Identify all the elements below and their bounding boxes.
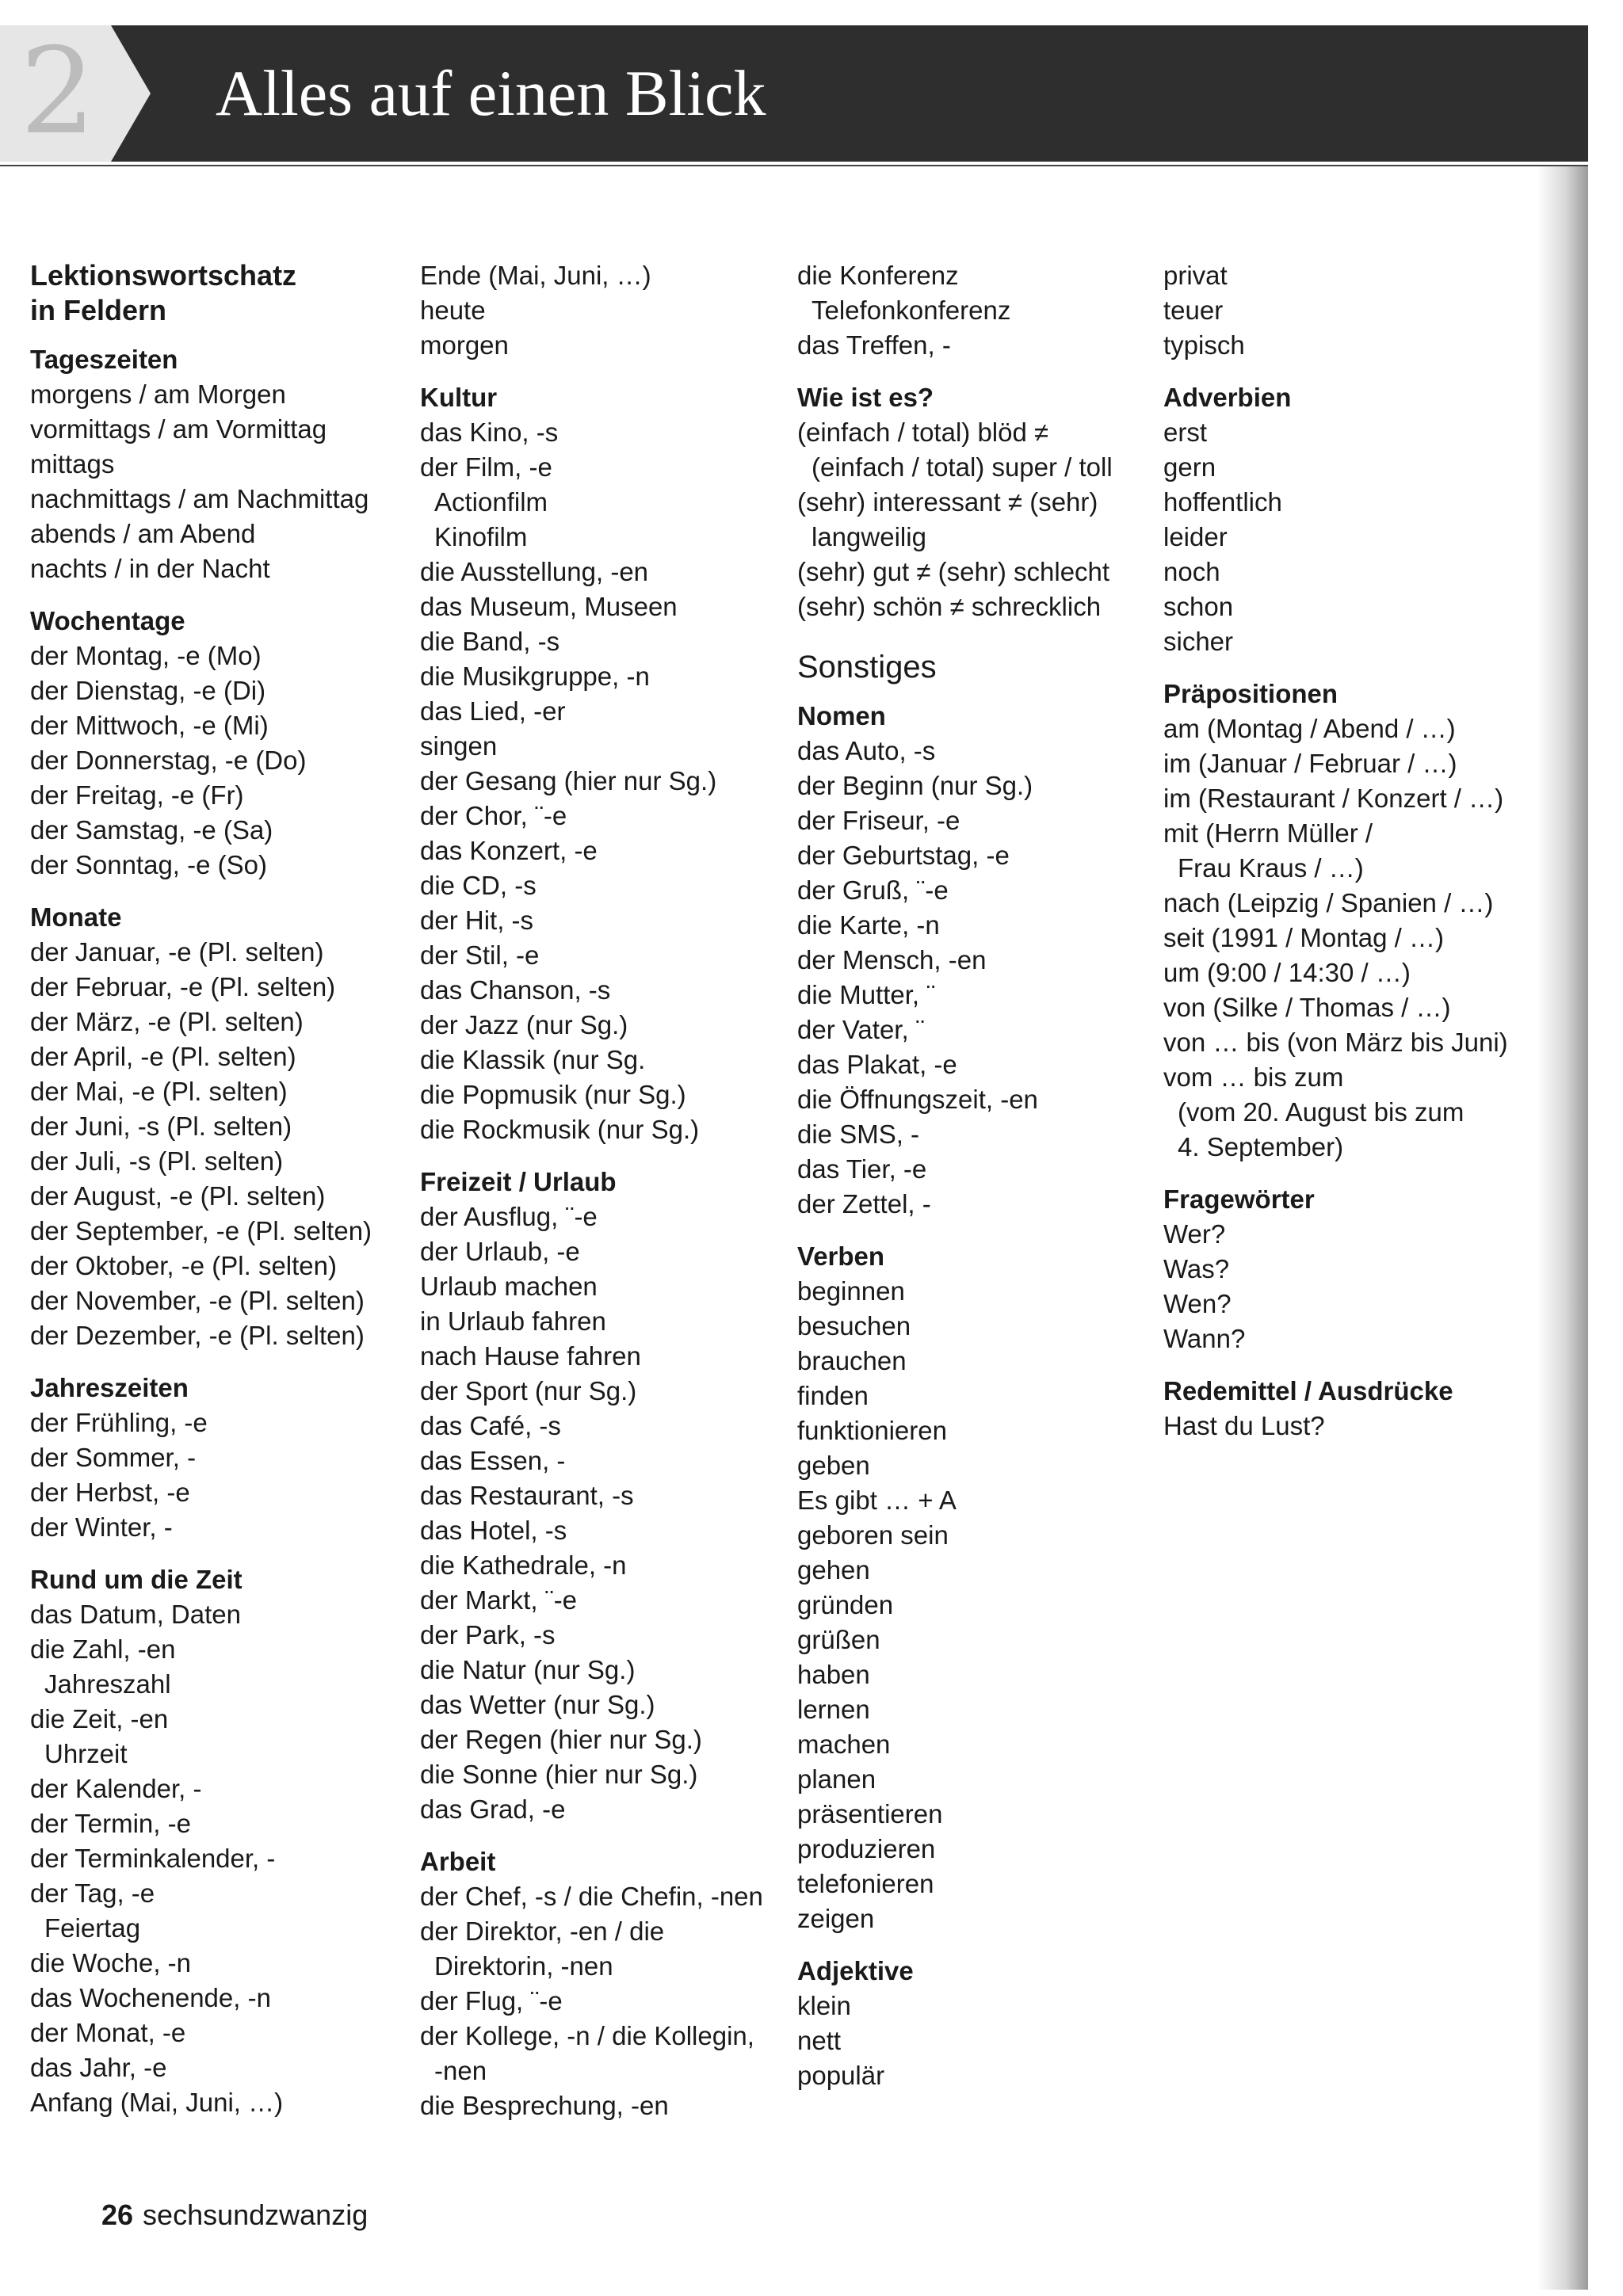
vocab-item: Actionfilm bbox=[434, 487, 548, 517]
vocab-item: morgens / am Morgen bbox=[30, 379, 286, 409]
vocab-item: Direktorin, -nen bbox=[434, 1951, 613, 1981]
vocab-item: vormittags / am Vormittag bbox=[30, 414, 327, 444]
vocab-item: Urlaub machen bbox=[420, 1272, 598, 1301]
vocab-item: der November, -e (Pl. selten) bbox=[30, 1286, 365, 1315]
vocab-item: Hast du Lust? bbox=[1163, 1411, 1325, 1440]
vocab-item: gern bbox=[1163, 452, 1216, 482]
vocab-item: Feiertag bbox=[44, 1913, 141, 1943]
section-heading: Tageszeiten bbox=[30, 345, 178, 374]
column-3 bbox=[797, 258, 1170, 2111]
vocab-item: nett bbox=[797, 2026, 842, 2055]
vocab-item: noch bbox=[1163, 557, 1220, 586]
vocab-item: der Film, -e bbox=[420, 452, 552, 482]
vocab-item: der Montag, -e (Mo) bbox=[30, 641, 262, 670]
section-heading: Arbeit bbox=[420, 1847, 496, 1876]
vocab-item: (einfach / total) blöd ≠ bbox=[797, 418, 1049, 447]
vocab-item: (einfach / total) super / toll bbox=[812, 452, 1113, 482]
vocab-section bbox=[1163, 258, 1528, 363]
vocab-section bbox=[30, 900, 403, 1353]
vocab-item: von … bis (von März bis Juni) bbox=[1163, 1028, 1508, 1057]
section-heading: Präpositionen bbox=[1163, 679, 1338, 708]
vocab-item: der Donnerstag, -e (Do) bbox=[30, 746, 307, 775]
vocab-section bbox=[30, 1371, 403, 1545]
vocab-item: der Zettel, - bbox=[797, 1189, 931, 1219]
vocab-item: (sehr) schön ≠ schrecklich bbox=[797, 592, 1102, 621]
vocab-item: im (Januar / Februar / …) bbox=[1163, 749, 1457, 778]
vocab-item: die Band, -s bbox=[420, 627, 560, 656]
vocab-item: das Grad, -e bbox=[420, 1794, 566, 1824]
vocab-item: die Natur (nur Sg.) bbox=[420, 1655, 636, 1684]
vocab-section bbox=[1163, 1374, 1528, 1444]
vocab-item: die Rockmusik (nur Sg.) bbox=[420, 1115, 700, 1144]
vocab-item: der Sport (nur Sg.) bbox=[420, 1376, 637, 1405]
vocab-section bbox=[797, 380, 1170, 624]
vocab-item: finden bbox=[797, 1381, 869, 1410]
vocab-item: funktionieren bbox=[797, 1416, 947, 1445]
page-edge-shadow bbox=[1537, 166, 1588, 2290]
vocab-item: Ende (Mai, Juni, …) bbox=[420, 261, 651, 290]
vocab-item: die Musikgruppe, -n bbox=[420, 662, 650, 691]
page-number: 26 bbox=[101, 2199, 134, 2231]
vocab-item: das Café, -s bbox=[420, 1411, 561, 1440]
vocab-item: der Sommer, - bbox=[30, 1443, 197, 1472]
vocab-item: Anfang (Mai, Juni, …) bbox=[30, 2088, 284, 2117]
vocab-item: abends / am Abend bbox=[30, 519, 256, 548]
vocab-item: in Urlaub fahren bbox=[420, 1306, 606, 1336]
vocab-item: der Juni, -s (Pl. selten) bbox=[30, 1112, 292, 1141]
vocab-item: Was? bbox=[1163, 1254, 1230, 1283]
vocab-item: die Mutter, ¨ bbox=[797, 980, 936, 1009]
vocab-item: der Geburtstag, -e bbox=[797, 841, 1010, 870]
vocab-item: um (9:00 / 14:30 / …) bbox=[1163, 958, 1411, 987]
page-number-word: sechsundzwanzig bbox=[143, 2199, 369, 2231]
vocab-item: die Zahl, -en bbox=[30, 1634, 176, 1664]
vocab-item: der Chef, -s / die Chefin, -nen bbox=[420, 1882, 763, 1911]
vocab-item: Frau Kraus / …) bbox=[1178, 853, 1364, 883]
section-heading: Jahreszeiten bbox=[30, 1373, 189, 1402]
vocab-section bbox=[30, 604, 403, 883]
vocab-item: der Sonntag, -e (So) bbox=[30, 850, 267, 879]
vocab-item: die Klassik (nur Sg. bbox=[420, 1045, 646, 1074]
vocab-item: der Dezember, -e (Pl. selten) bbox=[30, 1321, 365, 1350]
vocab-item: mit (Herrn Müller / bbox=[1163, 818, 1373, 848]
vocab-item: das Wetter (nur Sg.) bbox=[420, 1690, 655, 1719]
vocab-item: präsentieren bbox=[797, 1799, 943, 1829]
vocab-item: der Tag, -e bbox=[30, 1878, 155, 1908]
vocab-item: der Juli, -s (Pl. selten) bbox=[30, 1146, 284, 1176]
vocab-item: grüßen bbox=[797, 1625, 880, 1654]
vocab-item: nach (Leipzig / Spanien / …) bbox=[1163, 888, 1494, 917]
vocab-item: nach Hause fahren bbox=[420, 1341, 641, 1371]
vocab-item: mittags bbox=[30, 449, 115, 479]
vocab-item: telefonieren bbox=[797, 1869, 934, 1898]
vocab-item: -nen bbox=[434, 2056, 487, 2085]
vocab-item: heute bbox=[420, 296, 486, 325]
vocab-item: das Hotel, -s bbox=[420, 1516, 567, 1545]
column-2 bbox=[420, 258, 792, 2141]
vocab-item: das Plakat, -e bbox=[797, 1050, 957, 1079]
vocab-item: der Januar, -e (Pl. selten) bbox=[30, 937, 324, 967]
vocab-item: von (Silke / Thomas / …) bbox=[1163, 993, 1451, 1022]
vocab-item: die Kathedrale, -n bbox=[420, 1550, 627, 1580]
page-footer bbox=[101, 2198, 368, 2233]
section-heading: Wochentage bbox=[30, 606, 185, 635]
vocab-item: der Freitag, -e (Fr) bbox=[30, 780, 244, 810]
vocab-item: Uhrzeit bbox=[44, 1739, 128, 1768]
vocab-item: zeigen bbox=[797, 1904, 875, 1933]
vocab-item: die SMS, - bbox=[797, 1119, 920, 1149]
vocab-item: geboren sein bbox=[797, 1520, 949, 1550]
vocab-section bbox=[420, 258, 792, 363]
vocab-item: 4. September) bbox=[1178, 1132, 1344, 1161]
vocab-item: der April, -e (Pl. selten) bbox=[30, 1042, 296, 1071]
vocab-item: Wer? bbox=[1163, 1219, 1226, 1249]
vocab-item: (vom 20. August bis zum bbox=[1178, 1097, 1465, 1127]
vocab-item: das Lied, -er bbox=[420, 696, 566, 726]
vocab-item: das Treffen, - bbox=[797, 330, 951, 360]
vocab-item: leider bbox=[1163, 522, 1228, 551]
vocab-item: Jahreszahl bbox=[44, 1669, 171, 1699]
vocab-item: der Monat, -e bbox=[30, 2018, 186, 2047]
heading-line: in Feldern bbox=[30, 294, 167, 326]
vocab-item: der Kollege, -n / die Kollegin, bbox=[420, 2021, 754, 2050]
vocab-item: teuer bbox=[1163, 296, 1224, 325]
section-heading: Adverbien bbox=[1163, 383, 1292, 412]
vocab-item: die CD, -s bbox=[420, 871, 537, 900]
vocab-item: das Essen, - bbox=[420, 1446, 566, 1475]
vocab-item: Telefonkonferenz bbox=[812, 296, 1011, 325]
vocab-section bbox=[797, 1239, 1170, 1936]
vocab-item: nachts / in der Nacht bbox=[30, 554, 270, 583]
vocab-item: die Woche, -n bbox=[30, 1948, 191, 1978]
vocab-item: der Frühling, -e bbox=[30, 1408, 208, 1437]
section-heading: Nomen bbox=[797, 701, 886, 730]
section-heading: Freizeit / Urlaub bbox=[420, 1167, 617, 1196]
vocab-item: planen bbox=[797, 1764, 876, 1794]
vocab-section bbox=[1163, 1182, 1528, 1356]
vocab-item: der Regen (hier nur Sg.) bbox=[420, 1725, 702, 1754]
section-heading: Fragewörter bbox=[1163, 1184, 1315, 1214]
vocab-item: der Dienstag, -e (Di) bbox=[30, 676, 266, 705]
vocab-item: gehen bbox=[797, 1555, 870, 1585]
vocab-item: der Terminkalender, - bbox=[30, 1844, 276, 1873]
column-4 bbox=[1163, 258, 1528, 1461]
vocab-item: die Besprechung, -en bbox=[420, 2091, 669, 2120]
sonstiges-heading: Sonstiges bbox=[797, 650, 937, 685]
vocab-item: die Konferenz bbox=[797, 261, 959, 290]
vocab-main-heading bbox=[30, 258, 403, 328]
section-heading: Rund um die Zeit bbox=[30, 1565, 242, 1594]
vocab-item: der Jazz (nur Sg.) bbox=[420, 1010, 628, 1039]
vocab-item: der März, -e (Pl. selten) bbox=[30, 1007, 304, 1036]
vocab-item: seit (1991 / Montag / …) bbox=[1163, 923, 1444, 952]
vocab-item: die Zeit, -en bbox=[30, 1704, 169, 1733]
vocab-item: privat bbox=[1163, 261, 1228, 290]
vocab-item: beginnen bbox=[797, 1276, 905, 1306]
vocab-item: der Oktober, -e (Pl. selten) bbox=[30, 1251, 337, 1280]
vocab-section bbox=[797, 1954, 1170, 2093]
vocab-item: der Vater, ¨ bbox=[797, 1015, 925, 1044]
chapter-number: 2 bbox=[20, 23, 96, 161]
section-heading: Verben bbox=[797, 1241, 885, 1271]
vocab-section bbox=[1163, 677, 1528, 1165]
vocab-item: Wen? bbox=[1163, 1289, 1232, 1318]
vocab-item: der Direktor, -en / die bbox=[420, 1917, 665, 1946]
section-heading: Redemittel / Ausdrücke bbox=[1163, 1376, 1453, 1405]
vocab-item: Es gibt … + A bbox=[797, 1486, 957, 1515]
vocab-item: langweilig bbox=[812, 522, 926, 551]
vocab-item: das Auto, -s bbox=[797, 736, 936, 765]
vocab-item: typisch bbox=[1163, 330, 1245, 360]
vocab-item: der Gesang (hier nur Sg.) bbox=[420, 766, 717, 795]
vocab-item: (sehr) interessant ≠ (sehr) bbox=[797, 487, 1098, 517]
vocab-section bbox=[420, 380, 792, 1147]
vocab-item: klein bbox=[797, 1991, 851, 2020]
vocab-item: das Jahr, -e bbox=[30, 2053, 167, 2082]
vocab-item: im (Restaurant / Konzert / …) bbox=[1163, 784, 1504, 813]
vocab-item: nachmittags / am Nachmittag bbox=[30, 484, 369, 513]
vocab-item: das Restaurant, -s bbox=[420, 1481, 634, 1510]
vocab-item: der Kalender, - bbox=[30, 1774, 202, 1803]
vocab-section bbox=[797, 699, 1170, 1222]
vocab-item: (sehr) gut ≠ (sehr) schlecht bbox=[797, 557, 1110, 586]
vocab-item: das Kino, -s bbox=[420, 418, 559, 447]
vocab-item: lernen bbox=[797, 1695, 870, 1724]
vocab-item: am (Montag / Abend / …) bbox=[1163, 714, 1456, 743]
vocab-item: das Datum, Daten bbox=[30, 1600, 241, 1629]
vocab-item: der Stil, -e bbox=[420, 940, 540, 970]
vocab-item: besuchen bbox=[797, 1311, 911, 1341]
vocab-item: die Ausstellung, -en bbox=[420, 557, 649, 586]
page-title: Alles auf einen Blick bbox=[216, 57, 766, 129]
vocab-item: der Mai, -e (Pl. selten) bbox=[30, 1077, 288, 1106]
vocab-item: der September, -e (Pl. selten) bbox=[30, 1216, 372, 1245]
vocab-item: der Beginn (nur Sg.) bbox=[797, 771, 1033, 800]
vocab-item: singen bbox=[420, 731, 498, 761]
vocab-item: der Februar, -e (Pl. selten) bbox=[30, 972, 336, 1001]
vocab-item: produzieren bbox=[797, 1834, 936, 1863]
vocab-item: der Mittwoch, -e (Mi) bbox=[30, 711, 269, 740]
vocab-item: geben bbox=[797, 1451, 870, 1480]
vocab-item: der Hit, -s bbox=[420, 906, 534, 935]
vocab-item: sicher bbox=[1163, 627, 1234, 656]
vocab-item: der Ausflug, ¨-e bbox=[420, 1202, 598, 1231]
vocab-item: das Konzert, -e bbox=[420, 836, 598, 865]
vocab-item: der Flug, ¨-e bbox=[420, 1986, 563, 2016]
vocab-item: die Sonne (hier nur Sg.) bbox=[420, 1760, 698, 1789]
vocab-item: der Samstag, -e (Sa) bbox=[30, 815, 273, 845]
vocab-item: der Park, -s bbox=[420, 1620, 556, 1650]
vocab-item: machen bbox=[797, 1730, 891, 1759]
vocab-section bbox=[1163, 380, 1528, 659]
vocab-item: Wann? bbox=[1163, 1324, 1246, 1353]
vocab-item: die Öffnungszeit, -en bbox=[797, 1085, 1038, 1114]
vocab-section bbox=[797, 258, 1170, 363]
column-1 bbox=[30, 258, 403, 2138]
vocab-item: erst bbox=[1163, 418, 1208, 447]
vocab-item: das Wochenende, -n bbox=[30, 1983, 271, 2012]
vocab-item: haben bbox=[797, 1660, 870, 1689]
vocab-item: populär bbox=[797, 2061, 885, 2090]
vocab-section bbox=[30, 1562, 403, 2120]
vocab-item: morgen bbox=[420, 330, 509, 360]
section-heading: Wie ist es? bbox=[797, 383, 934, 412]
vocab-item: der Friseur, -e bbox=[797, 806, 960, 835]
vocab-item: brauchen bbox=[797, 1346, 907, 1375]
vocab-item: das Chanson, -s bbox=[420, 975, 611, 1005]
section-heading: Kultur bbox=[420, 383, 498, 412]
vocab-item: gründen bbox=[797, 1590, 894, 1619]
vocab-item: Kinofilm bbox=[434, 522, 528, 551]
vocab-item: der August, -e (Pl. selten) bbox=[30, 1181, 326, 1211]
vocab-item: hoffentlich bbox=[1163, 487, 1282, 517]
vocab-item: der Gruß, ¨-e bbox=[797, 875, 949, 905]
vocab-item: das Tier, -e bbox=[797, 1154, 927, 1184]
vocab-item: schon bbox=[1163, 592, 1234, 621]
vocab-item: das Museum, Museen bbox=[420, 592, 678, 621]
vocab-item: der Termin, -e bbox=[30, 1809, 191, 1838]
vocab-section bbox=[420, 1165, 792, 1827]
vocab-section bbox=[30, 342, 403, 586]
vocab-item: der Chor, ¨-e bbox=[420, 801, 567, 830]
vocab-item: die Popmusik (nur Sg.) bbox=[420, 1080, 686, 1109]
vocab-item: der Mensch, -en bbox=[797, 945, 987, 974]
vocab-item: der Urlaub, -e bbox=[420, 1237, 580, 1266]
section-heading: Monate bbox=[30, 902, 122, 932]
vocab-item: vom … bis zum bbox=[1163, 1062, 1344, 1092]
vocab-item: die Karte, -n bbox=[797, 910, 940, 940]
vocab-item: der Herbst, -e bbox=[30, 1478, 190, 1507]
vocab-item: der Winter, - bbox=[30, 1512, 173, 1542]
section-heading: Adjektive bbox=[797, 1956, 914, 1985]
heading-line: Lektionswortschatz bbox=[30, 259, 297, 292]
vocab-section bbox=[420, 1844, 792, 2123]
vocab-item: der Markt, ¨-e bbox=[420, 1585, 578, 1615]
